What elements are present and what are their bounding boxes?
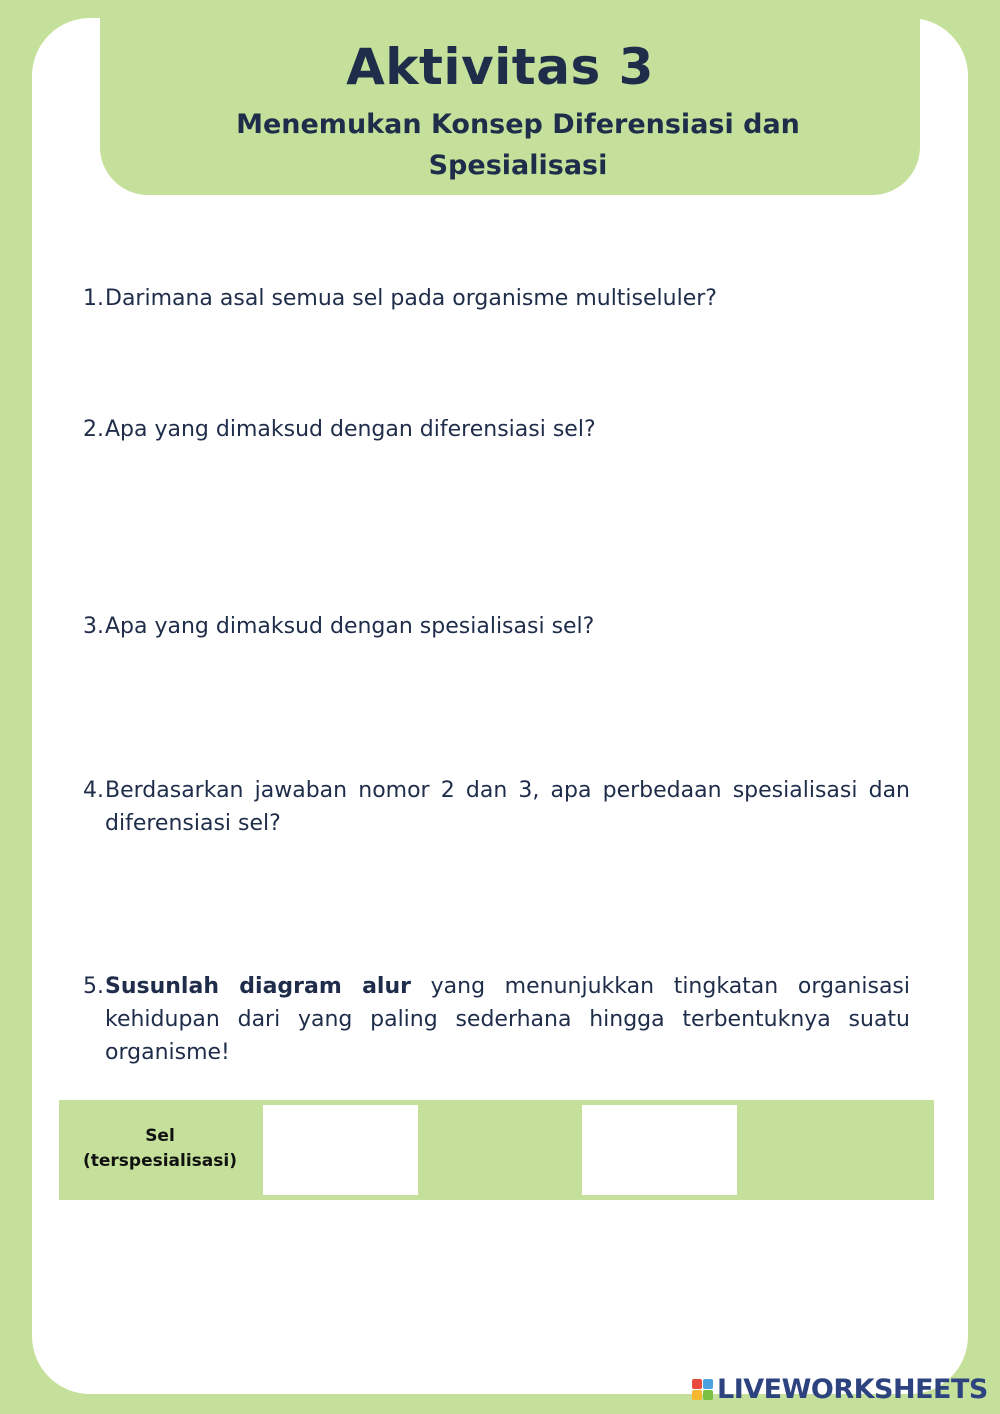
liveworksheets-logo [692, 1372, 988, 1406]
question-number: 3. [83, 614, 104, 639]
question-number: 2. [83, 417, 104, 442]
question-number: 1. [83, 286, 104, 311]
question-number: 4. [83, 778, 104, 803]
question-rest-text: yang menunjukkan tingkatan organisasi kehidupan dari yang paling sederhana hingga terbentuknya suatu organisme! [105, 974, 911, 1065]
page-title: Aktivitas 3 [346, 38, 654, 96]
logo-square-blue [703, 1379, 713, 1389]
flow-label-line-1: Sel [145, 1126, 175, 1146]
question-2 [80, 413, 910, 446]
liveworksheets-icon [692, 1379, 713, 1400]
question-1 [80, 282, 910, 315]
flow-label-line-2: (terspesialisasi) [82, 1151, 237, 1171]
flow-answer-box-1[interactable] [263, 1105, 418, 1195]
liveworksheets-brand-text: LIVEWORKSHEETS [717, 1373, 988, 1405]
question-text [105, 970, 910, 1069]
logo-square-red [692, 1379, 702, 1389]
question-number: 5. [83, 974, 104, 999]
subtitle-line-1: Menemukan Konsep Diferensiasi dan [236, 109, 800, 140]
question-text: Darimana asal semua sel pada organisme multiseluler? [105, 286, 717, 311]
logo-square-yellow [692, 1390, 702, 1400]
subtitle-line-2: Spesialisasi [428, 150, 608, 181]
question-text: Apa yang dimaksud dengan diferensiasi sel? [105, 417, 596, 442]
question-5 [80, 970, 910, 1069]
question-text: Apa yang dimaksud dengan spesialisasi sel? [105, 614, 595, 639]
question-3 [80, 610, 910, 643]
page-subtitle [218, 104, 818, 186]
logo-square-green [703, 1390, 713, 1400]
question-4 [80, 774, 910, 840]
question-bold-text: Susunlah diagram alur [105, 974, 411, 999]
flow-answer-box-2[interactable] [582, 1105, 737, 1195]
question-text: Berdasarkan jawaban nomor 2 dan 3, apa perbedaan spesialisasi dan diferensiasi sel? [105, 778, 910, 836]
flow-start-label [70, 1124, 250, 1174]
